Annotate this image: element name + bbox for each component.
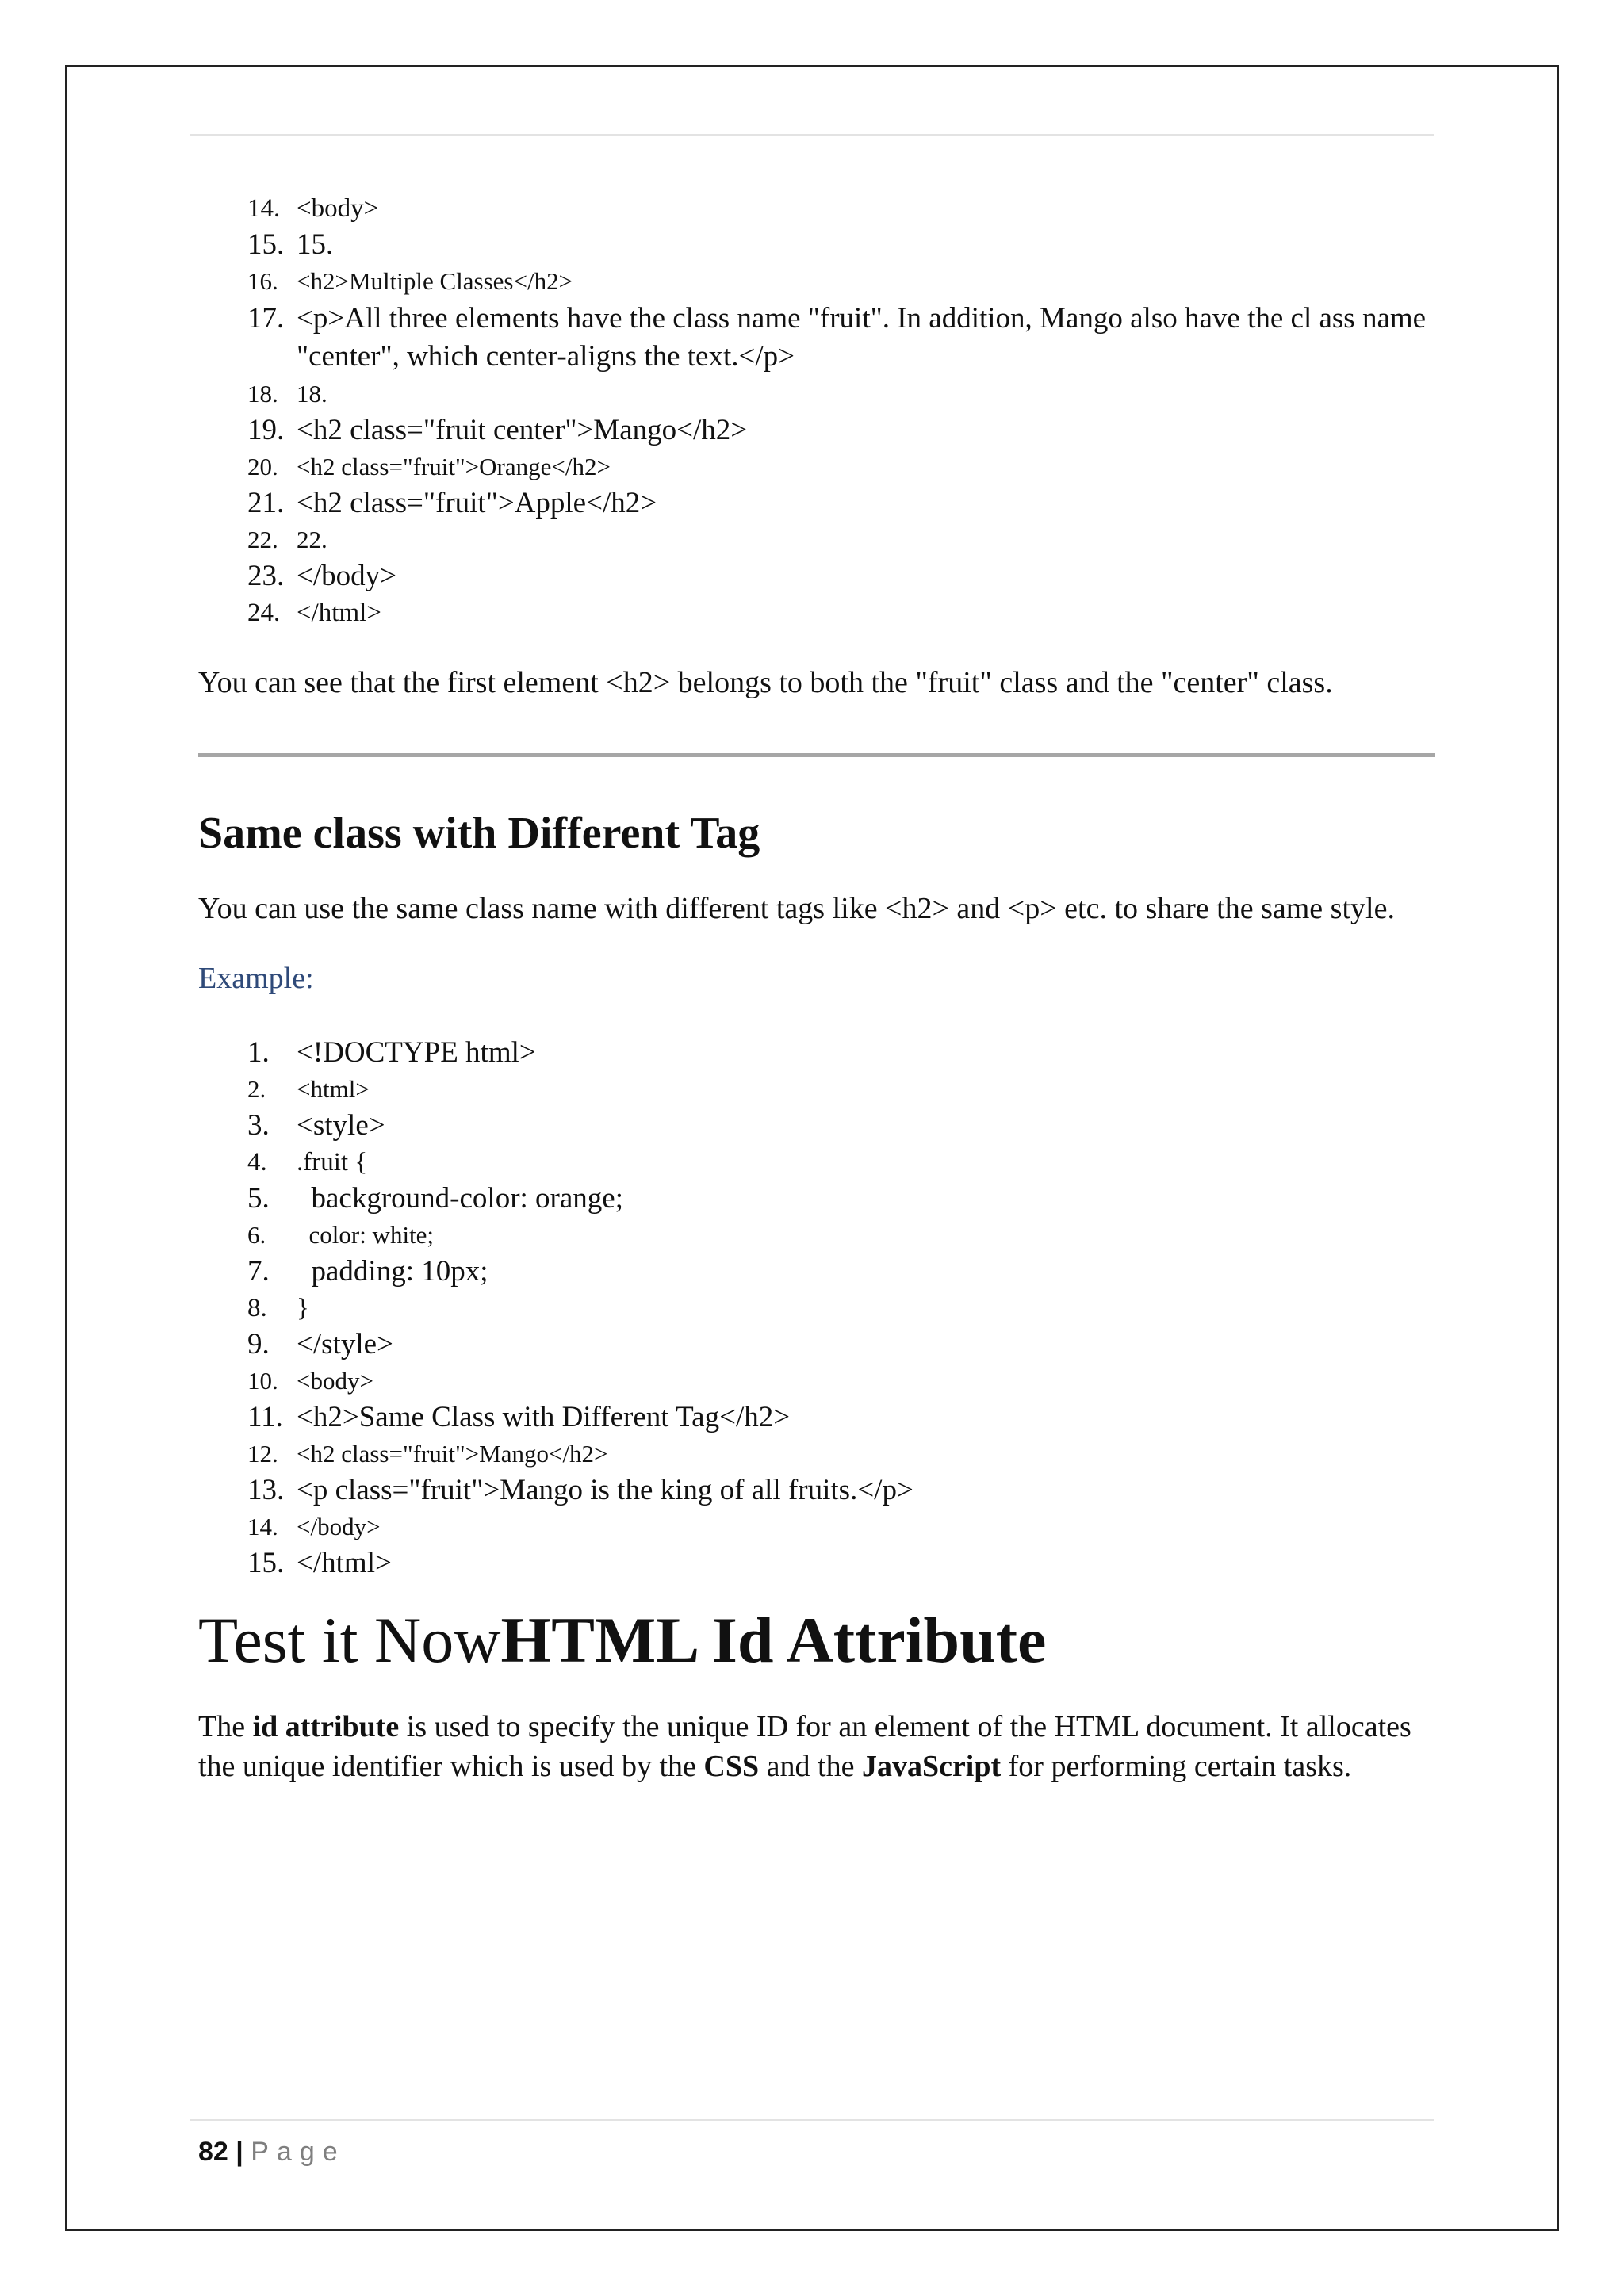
code-line: 22. 22.	[247, 526, 327, 553]
paragraph-same-class: You can use the same class name with different tags like <h2> and <p> etc. to share the same style.	[198, 892, 1395, 925]
paragraph-id-attribute: The id attribute is used to specify the unique ID for an element of the HTML document. It allocates the unique identifier which is used by the CSS and the JavaScript for performing certain tasks.	[198, 1710, 1411, 1783]
code-line: 1. <!DOCTYPE html>	[247, 1036, 536, 1069]
heading-bold-text: HTML Id Attribute	[500, 1604, 1047, 1676]
footer-separator: |	[236, 2137, 243, 2167]
code-line: 2. <html>	[247, 1075, 370, 1103]
code-line: 12. <h2 class="fruit">Mango</h2>	[247, 1440, 608, 1468]
code-line: 6. color: white;	[247, 1221, 435, 1249]
code-line: 7. padding: 10px;	[247, 1255, 488, 1288]
code-listing-continued	[198, 190, 1435, 631]
code-line: 11. <h2>Same Class with Different Tag</h2>	[247, 1401, 791, 1433]
code-line: 5. background-color: orange;	[247, 1182, 623, 1215]
test-it-now-link[interactable]: Test it Now	[198, 1604, 501, 1676]
code-line: 16. <h2>Multiple Classes</h2>	[247, 267, 573, 295]
html-id-attribute-heading	[198, 1601, 1435, 1680]
code-line: 21. <h2 class="fruit">Apple</h2>	[247, 487, 657, 519]
example-label: Example:	[198, 962, 314, 995]
code-line: 23. </body>	[247, 560, 397, 592]
code-line: 19. <h2 class="fruit center">Mango</h2>	[247, 414, 748, 446]
code-line: 24. </html>	[247, 599, 381, 627]
page-number: 82	[198, 2137, 228, 2167]
page-footer	[198, 2134, 346, 2169]
page-content	[198, 190, 1435, 1786]
code-line: 3. <style>	[247, 1109, 385, 1142]
code-line: 13. <p class="fruit">Mango is the king of all fruits.</p>	[247, 1474, 914, 1506]
code-line: 14. <body>	[247, 194, 379, 223]
code-line: 4. .fruit {	[247, 1148, 368, 1177]
code-line: 9. </style>	[247, 1328, 393, 1360]
code-line: 18. 18.	[247, 380, 327, 408]
code-listing-example	[198, 1035, 1435, 1582]
header-rule	[190, 134, 1434, 136]
code-line: 8. }	[247, 1294, 309, 1322]
code-line: 15. 15.	[247, 228, 334, 261]
section-divider	[198, 753, 1435, 757]
section-heading: Same class with Different Tag	[198, 809, 760, 858]
code-line: 17. <p>All three elements have the class name "fruit". In addition, Mango also have the cl ass name "center", which center-aligns the text.</p>	[247, 302, 1434, 373]
page-label: Page	[251, 2137, 346, 2167]
paragraph-multiple-classes-note: You can see that the first element <h2> belongs to both the "fruit" class and the "center" class.	[198, 666, 1333, 699]
code-line: 20. <h2 class="fruit">Orange</h2>	[247, 453, 611, 480]
code-line: 14. </body>	[247, 1513, 381, 1540]
footer-rule	[190, 2119, 1434, 2121]
code-line: 10. <body>	[247, 1367, 373, 1395]
code-line: 15. </html>	[247, 1547, 392, 1579]
